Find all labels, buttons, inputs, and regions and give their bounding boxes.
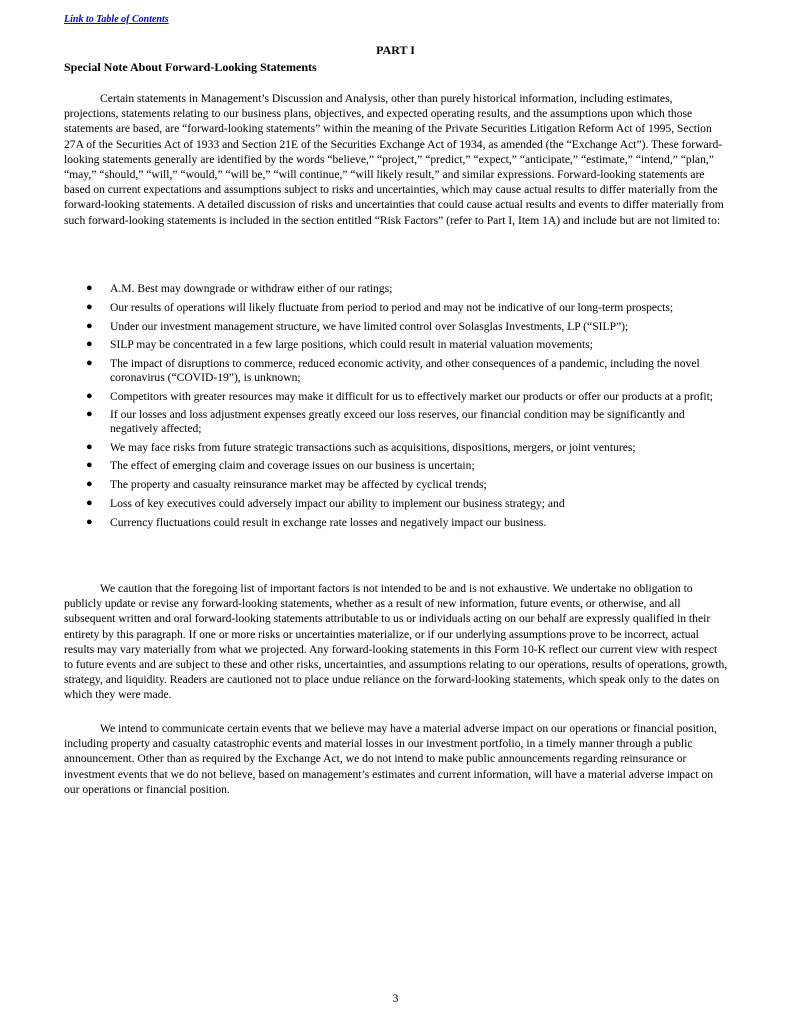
bullet-icon: ● — [86, 319, 93, 332]
bullet-icon: ● — [86, 357, 93, 370]
bullet-icon: ● — [86, 389, 93, 402]
section-heading: Special Note About Forward-Looking Statements — [64, 60, 317, 74]
list-item-text: The impact of disruptions to commerce, reduced economic activity, and other consequences of a pandemic, including the novel coronavirus (“COVID-19”), is unknown; — [110, 357, 700, 384]
bullet-icon: ● — [86, 338, 93, 351]
list-item-text: If our losses and loss adjustment expenses greatly exceed our loss reserves, our financial condition may be significantly and negatively affected; — [110, 408, 685, 435]
bullet-icon: ● — [86, 282, 93, 294]
page-number: 3 — [392, 992, 399, 1005]
list-item-text: We may face risks from future strategic transactions such as acquisitions, dispositions, mergers, or joint ventures; — [110, 440, 636, 454]
list-item-text: Currency fluctuations could result in exchange rate losses and negatively impact our business. — [110, 515, 547, 529]
list-item — [64, 478, 728, 492]
bullet-icon: ● — [86, 300, 93, 313]
paragraph-intro: Certain statements in Management’s Discussion and Analysis, other than purely historical information, including estimates, projections, statements relating to our business plans, objectives, and expected operating results, and the assumptions upon which those statements are based, are “forward-looking statements” within the meaning of the Private Securities Litigation Reform Act of 1995, Section 27A of the Securities Act of 1933 and Section 21E of the Securities Exchange Act of 1934, as amended (the “Exchange Act”). These forward-looking statements generally are identified by the words “believe,” “project,” “predict,” “expect,” “anticipate,” “estimate,” “intend,” “plan,” “may,” “should,” “will,” “would,” “will be,” “will continue,” “will likely result,” and similar expressions. Forward-looking statements are based on current expectations and assumptions subject to risks and uncertainties, which may cause actual results to differ materially from the forward-looking statements. A detailed discussion of risks and uncertainties that could cause actual results and events to differ materially from such forward-looking statements is included in the section entitled “Risk Factors” (refer to Part I, Item 1A) and include but are not limited to: — [64, 92, 724, 227]
list-item-text: Loss of key executives could adversely impact our ability to implement our business strategy; and — [110, 497, 565, 510]
list-item-text: A.M. Best may downgrade or withdraw either of our ratings; — [110, 282, 393, 295]
bullet-icon: ● — [86, 478, 93, 491]
list-item — [64, 320, 728, 334]
bullet-icon: ● — [86, 440, 93, 453]
list-item — [64, 516, 728, 530]
list-item-text: Under our investment management structure, we have limited control over Solasglas Investments, LP (“SILP”); — [110, 319, 629, 333]
list-item-text: The effect of emerging claim and coverage issues on our business is uncertain; — [110, 459, 475, 473]
paragraph-caution: We caution that the foregoing list of important factors is not intended to be and is not exhaustive. We undertake no obligation to publicly update or revise any forward-looking statements, whether as a result of new information, future events, or otherwise, and all subsequent written and oral forward-looking statements attributable to us or individuals acting on our behalf are expressly qualified in their entirety by this paragraph. If one or more risks or uncertainties materialize, or if our underlying assumptions prove to be incorrect, actual results may vary materially from what we projected. Any forward-looking statements in this Form 10-K reflect our current view with respect to future events and are subject to these and other risks, uncertainties, and assumptions relating to our operations, results of operations, growth, strategy, and liquidity. Readers are cautioned not to place undue reliance on the forward-looking statements, which speak only to the dates on which they were made. — [64, 582, 728, 702]
part-title: PART I — [376, 43, 415, 57]
list-item-text: Competitors with greater resources may make it difficult for us to effectively market our products or offer our products at a profit; — [110, 389, 714, 403]
bullet-icon: ● — [86, 459, 93, 472]
list-item-text: The property and casualty reinsurance market may be affected by cyclical trends; — [110, 478, 487, 492]
list-item — [64, 282, 728, 296]
bullet-icon: ● — [86, 408, 93, 421]
list-item — [64, 441, 728, 455]
list-item — [64, 301, 728, 315]
list-item — [64, 459, 728, 473]
paragraph-communication: We intend to communicate certain events that we believe may have a material adverse impact on our operations or financial position, including property and casualty catastrophic events and material losses in our investment portfolio, in a timely manner through a public announcement. Other than as required by the Exchange Act, we do not intend to make public announcements regarding reinsurance or investment events that we do not believe, based on management’s estimates and current information, will have a material adverse impact on our operations or financial position. — [64, 722, 717, 796]
table-of-contents-link[interactable]: Link to Table of Contents — [64, 14, 169, 25]
risk-factor-list — [64, 282, 728, 535]
list-item — [64, 408, 728, 435]
list-item — [64, 390, 728, 404]
list-item-text: Our results of operations will likely fluctuate from period to period and may not be indicative of our long-term prospects; — [110, 300, 674, 314]
list-item — [64, 497, 728, 511]
list-item — [64, 357, 728, 384]
list-item-text: SILP may be concentrated in a few large positions, which could result in material valuation movements; — [110, 338, 593, 352]
bullet-icon: ● — [86, 515, 93, 528]
bullet-icon: ● — [86, 497, 93, 509]
list-item — [64, 338, 728, 352]
